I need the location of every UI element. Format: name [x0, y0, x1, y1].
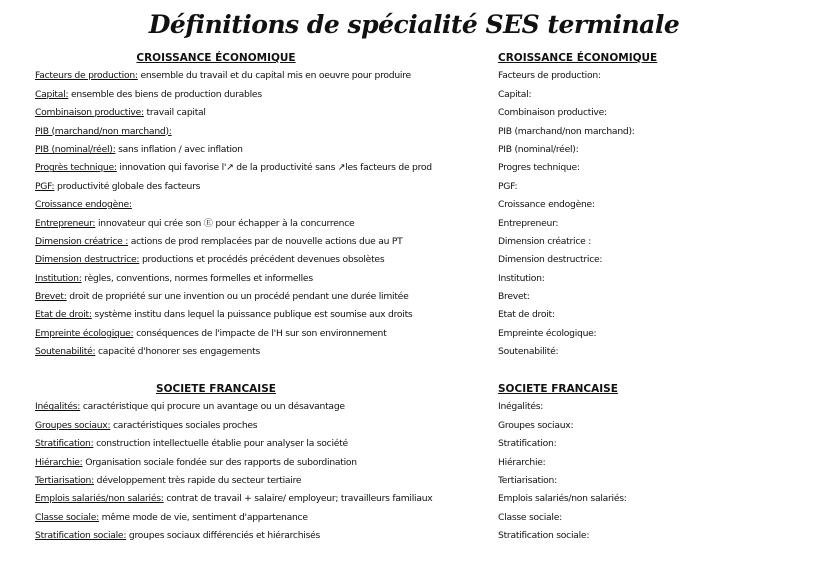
definition-term: Croissance endogène:	[35, 199, 132, 211]
section-title-croissance-blank: CROISSANCE ÉCONOMIQUE	[498, 52, 658, 64]
definition-row	[35, 509, 485, 527]
blank-terms-column	[498, 49, 798, 546]
definition-term: Entrepreneur:	[35, 217, 96, 229]
section-title-croissance: CROISSANCE ÉCONOMIQUE	[136, 52, 296, 64]
blank-term-row: Facteurs de production:	[498, 70, 601, 82]
definition-text: caractéristique qui procure un avantage ou un désavantage	[82, 401, 345, 413]
page-title: Définitions de spécialité SES terminale	[148, 10, 680, 39]
definition-row	[35, 490, 485, 508]
blank-term-row: Stratification sociale:	[498, 530, 590, 542]
blank-term-row: Dimension créatrice :	[498, 235, 592, 247]
blank-term-row: Institution:	[498, 272, 545, 284]
definition-term: Institution:	[35, 272, 82, 284]
definition-text: sans inflation / avec inflation	[118, 143, 243, 155]
definition-text: même mode de vie, sentiment d'appartenance	[101, 511, 308, 523]
blank-term-row: Emplois salariés/non salariés:	[498, 493, 627, 505]
section-spacer	[35, 362, 485, 380]
definition-row	[35, 306, 485, 324]
definition-text: innovation qui favorise l'↗ de la productivité sans ↗les facteurs de prod	[119, 162, 432, 174]
definition-term: Emplois salariés/non salariés:	[35, 493, 164, 505]
definition-text: développement très rapide du secteur tertiaire	[96, 474, 302, 486]
definition-text: règles, conventions, normes formelles et informelles	[84, 272, 313, 284]
definition-term: PGF:	[35, 180, 55, 192]
definition-text: productivité globale des facteurs	[57, 180, 201, 192]
blank-term-row: Hiérarchie:	[498, 456, 546, 468]
blank-term-row: Capital:	[498, 88, 532, 100]
blank-term-row: Etat de droit:	[498, 309, 555, 321]
definition-row	[35, 288, 485, 306]
definition-term: Capital:	[35, 88, 69, 100]
blank-term-row: Empreinte écologique:	[498, 327, 597, 339]
definition-row	[35, 251, 485, 269]
definition-row	[35, 159, 485, 177]
definition-text: conséquences de l'impacte de l'H sur son environnement	[136, 327, 387, 339]
blank-term-row: Progres technique:	[498, 162, 580, 174]
section-spacer	[498, 362, 798, 380]
definition-term: Hiérarchie:	[35, 456, 83, 468]
definition-text: construction intellectuelle établie pour analyser la société	[96, 438, 348, 450]
blank-term-row: PIB (nominal/réel):	[498, 143, 579, 155]
definition-row	[35, 233, 485, 251]
blank-term-row: Croissance endogène:	[498, 199, 595, 211]
definition-text: productions et procédés précédent devenues obsolètes	[141, 254, 385, 266]
definition-text: innovateur qui crée son Ⓔ pour échapper à la concurrence	[97, 217, 355, 229]
definition-text: système institu dans lequel la puissance publique est soumise aux droits	[94, 309, 413, 321]
definition-text: ensemble du travail et du capital mis en oeuvre pour produire	[140, 70, 411, 82]
definition-row	[35, 472, 485, 490]
definition-term: PIB (marchand/non marchand):	[35, 125, 172, 137]
definition-term: Stratification sociale:	[35, 530, 127, 542]
definition-text: caractéristiques sociales proches	[113, 419, 258, 431]
definitions-column	[35, 49, 485, 546]
blank-term-row: Stratification:	[498, 438, 557, 450]
definition-term: Empreinte écologique:	[35, 327, 134, 339]
definition-text: Organisation sociale fondée sur des rapports de subordination	[85, 456, 357, 468]
definition-row	[35, 67, 485, 85]
blank-term-row: Classe sociale:	[498, 511, 562, 523]
definition-row	[35, 435, 485, 453]
definition-term: Brevet:	[35, 291, 67, 303]
definition-row	[35, 86, 485, 104]
section-title-societe: SOCIETE FRANCAISE	[156, 383, 276, 396]
definition-term: Progrès technique:	[35, 162, 117, 174]
definition-row	[35, 398, 485, 416]
definition-term: PIB (nominal/réel):	[35, 143, 116, 155]
definition-row	[35, 343, 485, 361]
definition-row	[35, 104, 485, 122]
definition-row	[35, 527, 485, 545]
blank-term-row: Dimension destructrice:	[498, 254, 603, 266]
blank-term-row: Inégalités:	[498, 401, 544, 413]
definition-row	[35, 178, 485, 196]
definition-text: actions de prod remplacées par de nouvelle actions due au PT	[130, 235, 403, 247]
blank-term-row: Tertiarisation:	[498, 474, 557, 486]
blank-term-row: Groupes sociaux:	[498, 419, 574, 431]
definition-term: Inégalités:	[35, 401, 81, 413]
definition-text: droit de propriété sur une invention ou un procédé pendant une durée limitée	[69, 291, 409, 303]
blank-term-row: Soutenabilité:	[498, 346, 559, 358]
blank-term-row: PIB (marchand/non marchand):	[498, 125, 635, 137]
definition-text: capacité d'honorer ses engagements	[98, 346, 260, 358]
definition-text: travail capital	[146, 107, 206, 119]
definition-term: Tertiarisation:	[35, 474, 94, 486]
definition-term: Combinaison productive:	[35, 107, 144, 119]
definition-row	[35, 270, 485, 288]
definition-text: groupes sociaux différenciés et hiérarchisés	[128, 530, 321, 542]
definition-row	[35, 454, 485, 472]
definition-term: Groupes sociaux:	[35, 419, 111, 431]
definition-row	[35, 325, 485, 343]
definition-term: Facteurs de production:	[35, 70, 138, 82]
definition-term: Dimension destructrice:	[35, 254, 140, 266]
definition-term: Classe sociale:	[35, 511, 99, 523]
section-title-societe-blank: SOCIETE FRANCAISE	[498, 383, 618, 396]
blank-term-row: Entrepreneur:	[498, 217, 559, 229]
definition-text: contrat de travail + salaire/ employeur; travailleurs familiaux	[166, 493, 433, 505]
definition-term: Etat de droit:	[35, 309, 92, 321]
blank-term-row: Combinaison productive:	[498, 107, 607, 119]
definition-term: Stratification:	[35, 438, 94, 450]
blank-term-row: Brevet:	[498, 291, 530, 303]
definition-row	[35, 123, 485, 141]
definition-row	[35, 196, 485, 214]
definition-row	[35, 141, 485, 159]
blank-term-row: PGF:	[498, 180, 518, 192]
definition-row	[35, 417, 485, 435]
definition-text: ensemble des biens de production durables	[70, 88, 262, 100]
definition-row	[35, 215, 485, 233]
definition-term: Soutenabilité:	[35, 346, 96, 358]
definition-term: Dimension créatrice :	[35, 235, 129, 247]
